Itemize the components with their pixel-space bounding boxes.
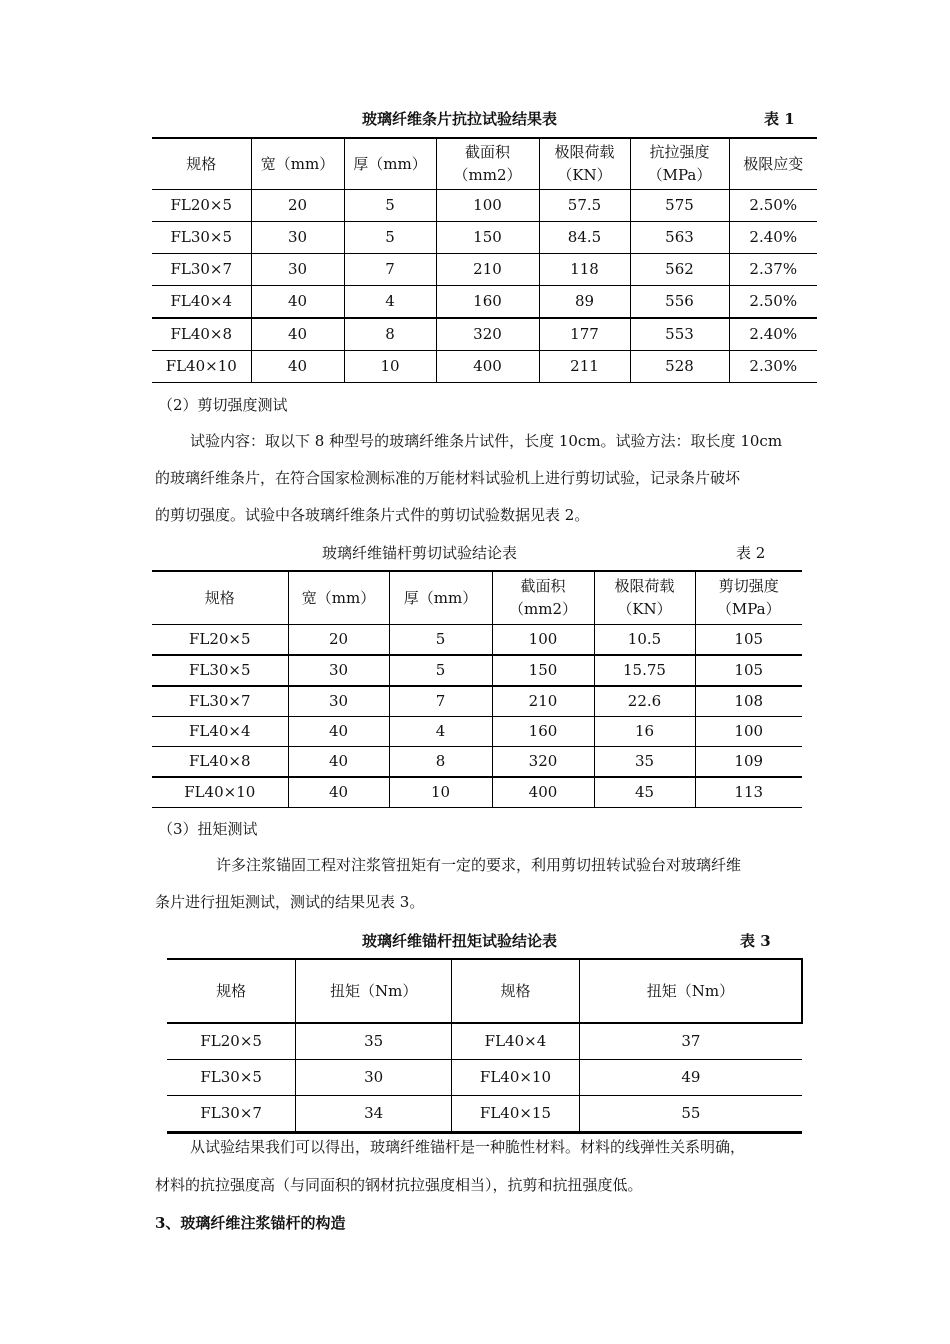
table3-cell: 30	[296, 1060, 452, 1096]
table2-cell: 320	[492, 747, 594, 778]
table2-cell: 35	[594, 747, 695, 778]
table2-cell: 10.5	[594, 625, 695, 656]
table3-header-cell: 规格	[452, 959, 580, 1023]
table2-cell: 22.6	[594, 686, 695, 717]
table2	[152, 570, 802, 808]
table2-header-cell: 剪切强度 （MPa）	[695, 571, 802, 625]
table1-cell: 177	[539, 318, 630, 351]
table1-cell: 320	[436, 318, 539, 351]
table2-header-cell: 规格	[204, 588, 235, 607]
table1-header-cell: 厚（mm）	[344, 138, 436, 190]
table3	[167, 958, 803, 1134]
table1-cell: 89	[539, 286, 630, 319]
table1-cell: FL40×4	[152, 286, 251, 319]
table1-cell: 40	[251, 318, 344, 351]
table1-cell: 84.5	[539, 222, 630, 254]
table1-header-cell: 极限应变	[729, 138, 817, 190]
table2-cell: 105	[695, 625, 802, 656]
table1-header-cell: 抗拉强度 （MPa）	[630, 138, 729, 190]
table1-cell: FL40×8	[152, 318, 251, 351]
table2-cell: 108	[695, 686, 802, 717]
table2-cell: 7	[389, 686, 492, 717]
table1-cell: 2.40%	[729, 222, 817, 254]
table1-header-cell: 极限荷载 （KN）	[539, 138, 630, 190]
table1-cell: 8	[344, 318, 436, 351]
table1-cell: 400	[436, 351, 539, 383]
table2-title: 玻璃纤维锚杆剪切试验结论表	[322, 544, 518, 562]
table-row	[152, 286, 817, 319]
section3-heading: （3）扭矩测试	[158, 820, 258, 838]
table2-number: 表 2	[736, 544, 766, 562]
table2-cell: 210	[492, 686, 594, 717]
table1-cell: 553	[630, 318, 729, 351]
table2-cell: 30	[288, 686, 389, 717]
table2-cell: 100	[695, 717, 802, 747]
conclusion-line2: 材料的抗拉强度高（与同面积的钢材抗拉强度相当），抗剪和抗扭强度低。	[155, 1176, 643, 1194]
section2-para-line1: 试验内容：取以下 8 种型号的玻璃纤维条片试件，长度 10cm。试验方法：取长度 10cm	[190, 432, 783, 450]
table2-cell: 105	[695, 655, 802, 686]
table1-cell: 118	[539, 254, 630, 286]
table3-cell: 37	[579, 1023, 802, 1060]
table-row	[167, 1023, 802, 1060]
table3-cell: FL20×5	[167, 1023, 296, 1060]
table-row	[152, 254, 817, 286]
table3-cell: FL30×5	[167, 1060, 296, 1096]
table2-cell: 113	[695, 777, 802, 808]
table1-header-row	[152, 138, 817, 190]
conclusion-line1: 从试验结果我们可以得出，玻璃纤维锚杆是一种脆性材料。材料的线弹性关系明确，	[190, 1138, 746, 1156]
section-title: 3、玻璃纤维注浆锚杆的构造	[155, 1214, 346, 1232]
table-row	[152, 655, 802, 686]
table2-cell: 40	[288, 717, 389, 747]
table2-cell: 30	[288, 655, 389, 686]
section2-heading: （2）剪切强度测试	[158, 396, 288, 414]
table2-cell: FL40×10	[152, 777, 288, 808]
table3-cell: FL30×7	[167, 1096, 296, 1133]
table1-cell: FL40×10	[152, 351, 251, 383]
table1-header-cell: 规格	[186, 154, 217, 173]
table1-cell: 100	[436, 190, 539, 222]
table1-cell: 5	[344, 190, 436, 222]
table2-cell: 150	[492, 655, 594, 686]
table1-cell: 210	[436, 254, 539, 286]
table1-cell: 2.50%	[729, 190, 817, 222]
table-row	[167, 1060, 802, 1096]
table2-cell: 20	[288, 625, 389, 656]
table2-cell: FL30×7	[152, 686, 288, 717]
table2-cell: 16	[594, 717, 695, 747]
table1-header-cell: 截面积 （mm2）	[436, 138, 539, 190]
table1-cell: 150	[436, 222, 539, 254]
table1-cell: 10	[344, 351, 436, 383]
table1-cell: FL20×5	[152, 190, 251, 222]
table2-cell: 5	[389, 655, 492, 686]
table3-cell: FL40×15	[452, 1096, 580, 1133]
table1-cell: 562	[630, 254, 729, 286]
table1-cell: 4	[344, 286, 436, 319]
table1-cell: 30	[251, 222, 344, 254]
table1-cell: FL30×7	[152, 254, 251, 286]
section3-para-line2: 条片进行扭矩测试，测试的结果见表 3。	[155, 893, 425, 911]
table-row	[152, 747, 802, 778]
table2-cell: 109	[695, 747, 802, 778]
table3-cell: 49	[579, 1060, 802, 1096]
table1	[152, 137, 817, 383]
table1-cell: FL30×5	[152, 222, 251, 254]
section2-para-line3: 的剪切强度。试验中各玻璃纤维条片式件的剪切试验数据见表 2。	[155, 506, 590, 524]
table-row	[152, 222, 817, 254]
table3-cell: FL40×10	[452, 1060, 580, 1096]
table1-cell: 556	[630, 286, 729, 319]
table1-cell: 528	[630, 351, 729, 383]
table1-cell: 20	[251, 190, 344, 222]
table2-cell: 10	[389, 777, 492, 808]
table2-cell: 4	[389, 717, 492, 747]
table1-cell: 160	[436, 286, 539, 319]
table3-header-cell: 规格	[216, 981, 247, 1000]
table1-cell: 5	[344, 222, 436, 254]
table2-cell: FL20×5	[152, 625, 288, 656]
table2-cell: 40	[288, 777, 389, 808]
table3-title: 玻璃纤维锚杆扭矩试验结论表	[362, 932, 558, 950]
table2-header-row	[152, 571, 802, 625]
table3-number: 表 3	[740, 932, 771, 950]
table2-cell: FL30×5	[152, 655, 288, 686]
table1-number: 表 1	[764, 110, 795, 128]
table2-cell: 45	[594, 777, 695, 808]
table3-cell: 55	[579, 1096, 802, 1133]
table1-cell: 2.37%	[729, 254, 817, 286]
table2-cell: 40	[288, 747, 389, 778]
table2-cell: 400	[492, 777, 594, 808]
table1-cell: 211	[539, 351, 630, 383]
table2-header-cell: 截面积 （mm2）	[492, 571, 594, 625]
table1-cell: 575	[630, 190, 729, 222]
table2-cell: 100	[492, 625, 594, 656]
table1-cell: 40	[251, 351, 344, 383]
table1-header-cell: 宽（mm）	[251, 138, 344, 190]
table3-header-cell: 扭矩（Nm）	[296, 959, 452, 1023]
table2-header-cell: 厚（mm）	[389, 571, 492, 625]
table2-header-cell: 极限荷载 （KN）	[594, 571, 695, 625]
table-row	[152, 686, 802, 717]
table1-cell: 40	[251, 286, 344, 319]
table-row	[152, 351, 817, 383]
table3-cell: 35	[296, 1023, 452, 1060]
table-row	[152, 717, 802, 747]
table3-header-cell: 扭矩（Nm）	[579, 959, 802, 1023]
table2-cell: 5	[389, 625, 492, 656]
table2-header-cell: 宽（mm）	[288, 571, 389, 625]
table3-cell: 34	[296, 1096, 452, 1133]
table1-cell: 2.30%	[729, 351, 817, 383]
table2-cell: 8	[389, 747, 492, 778]
table1-title: 玻璃纤维条片抗拉试验结果表	[362, 110, 558, 128]
table-row	[167, 1096, 802, 1133]
table2-cell: 160	[492, 717, 594, 747]
table2-cell: 15.75	[594, 655, 695, 686]
table1-cell: 563	[630, 222, 729, 254]
table2-cell: FL40×4	[152, 717, 288, 747]
table2-cell: FL40×8	[152, 747, 288, 778]
table-row	[152, 777, 802, 808]
section2-para-line2: 的玻璃纤维条片，在符合国家检测标准的万能材料试验机上进行剪切试验，记录条片破坏	[155, 469, 741, 487]
table-row	[152, 318, 817, 351]
table3-header-row	[167, 959, 802, 1023]
table3-cell: FL40×4	[452, 1023, 580, 1060]
table1-cell: 57.5	[539, 190, 630, 222]
section3-para-line1: 许多注浆锚固工程对注浆管扭矩有一定的要求，利用剪切扭转试验台对玻璃纤维	[216, 856, 742, 874]
table1-cell: 2.40%	[729, 318, 817, 351]
table-row	[152, 190, 817, 222]
table-row	[152, 625, 802, 656]
table1-cell: 30	[251, 254, 344, 286]
table1-cell: 2.50%	[729, 286, 817, 319]
table1-cell: 7	[344, 254, 436, 286]
